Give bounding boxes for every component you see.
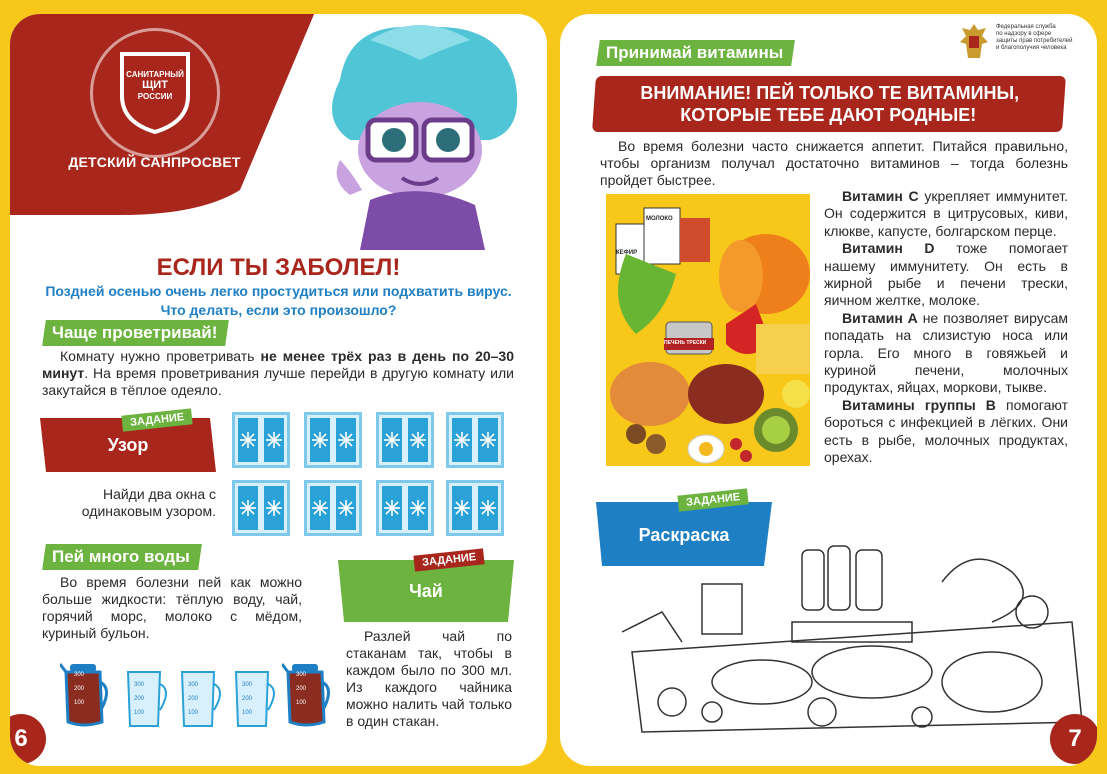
left-page: [10, 14, 547, 766]
window-pattern[interactable]: [446, 480, 504, 536]
task-coloring-tag: ЗАДАНИЕ: [677, 488, 749, 511]
svg-text:100: 100: [242, 710, 253, 716]
warning-line-2: КОТОРЫЕ ТЕБЕ ДАЮТ РОДНЫЕ!: [680, 105, 977, 125]
svg-text:200: 200: [134, 696, 145, 702]
svg-text:200: 200: [188, 696, 199, 702]
window-pattern[interactable]: [376, 412, 434, 468]
svg-text:300: 300: [188, 682, 199, 688]
window-pattern[interactable]: [304, 412, 362, 468]
window-pattern[interactable]: [232, 480, 290, 536]
svg-text:200: 200: [296, 686, 307, 692]
svg-text:100: 100: [134, 710, 145, 716]
page-number-left: 6: [10, 714, 46, 764]
glass-icon[interactable]: [178, 668, 226, 735]
vitamin-paragraph: Витамин D тоже помогает нашему иммунитету. Он есть в жирной рыбе и печени трески, яичном желтке, молоке.: [824, 240, 1068, 309]
svg-text:100: 100: [188, 710, 199, 716]
section-label: ДЕТСКИЙ САНПРОСВЕТ: [68, 154, 241, 170]
window-pattern[interactable]: [376, 480, 434, 536]
vitamins-list: [824, 188, 1068, 467]
task-tea-instruction: Разлей чай по стаканам так, чтобы в каждом было по 300 мл. Из каждого чайника можно налить чай только в один стакан.: [346, 628, 512, 729]
teapot-icon: [282, 658, 334, 733]
task-tea-label: Чай: [409, 580, 443, 601]
teapot-icon: [60, 658, 112, 733]
svg-text:300: 300: [134, 682, 145, 688]
page-subtitle: Поздней осенью очень легко простудиться или подхватить вирус. Что делать, если это произошло?: [45, 283, 512, 318]
ministry-emblem-icon: [958, 22, 990, 62]
vitamin-paragraph: Витамин С укрепляет иммунитет. Он содержится в цитрусовых, киви, клюкве, капусте, болгарском перце.: [824, 188, 1068, 239]
vitamin-paragraph: Витамин А не позволяет вирусам попадать на слизистую носа или горла. Его много в говяжьей и куриной печени, молочных продуктах, яйцах, моркови, тыкве.: [824, 309, 1069, 396]
warning-banner: [592, 76, 1066, 132]
cod-liver-can-label: ПЕЧЕНЬ ТРЕСКИ: [664, 340, 707, 346]
page-number-right: 7: [1050, 714, 1097, 764]
glass-icon[interactable]: [124, 668, 172, 735]
svg-text:300: 300: [242, 682, 253, 688]
ventilate-text: Комнату нужно проветривать не менее трёх раз в день по 20–30 минут. На время проветривания лучше перейди в другую комнату или закутайся в тёплое одеяло.: [42, 348, 515, 398]
right-page: [560, 14, 1097, 766]
task-pattern-tag: ЗАДАНИЕ: [121, 408, 193, 431]
task-pattern-label: Узор: [107, 434, 149, 455]
warning-line-1: ВНИМАНИЕ! ПЕЙ ТОЛЬКО ТЕ ВИТАМИНЫ,: [640, 83, 1020, 103]
page-title: ЕСЛИ ТЫ ЗАБОЛЕЛ!: [156, 254, 401, 281]
character-illustration: [310, 20, 530, 250]
vitamin-paragraph: Витамины группы В помогают бороться с инфекцией в лёгких. Они есть в рыбе, молочных продуктах, орехах.: [824, 396, 1068, 466]
svg-text:300: 300: [296, 672, 307, 678]
vitamins-heading: Принимай витамины: [596, 40, 795, 66]
food-drawing: [606, 194, 810, 466]
svg-text:100: 100: [74, 700, 85, 706]
ventilate-heading: Чаще проветривай!: [42, 320, 229, 346]
ministry-name: Федеральная служба по надзору в сфере защиты прав потребителей и благополучия человека: [996, 24, 1073, 51]
glass-icon[interactable]: [232, 668, 280, 735]
food-illustration: [606, 194, 810, 466]
milk-label: МОЛОКО: [646, 216, 673, 222]
emblem-text: САНИТАРНЫЙ ЩИТ РОССИИ: [126, 70, 184, 101]
intro-text: Во время болезни часто снижается аппетит. Питайся правильно, чтобы организм получал достаточно витаминов – тогда болезнь пройдет быстрее.: [600, 138, 1068, 188]
window-pattern[interactable]: [446, 412, 504, 468]
window-pattern[interactable]: [232, 412, 290, 468]
kefir-label: КЕФИР: [616, 250, 638, 256]
svg-text:300: 300: [74, 672, 85, 678]
task-pattern-instruction: Найди два окна с одинаковым узором.: [81, 486, 216, 519]
task-coloring-label: Раскраска: [638, 524, 730, 545]
window-pattern[interactable]: [304, 480, 362, 536]
task-tea-tag: ЗАДАНИЕ: [413, 548, 485, 571]
svg-text:200: 200: [242, 696, 253, 702]
drink-heading: Пей много воды: [42, 544, 201, 570]
svg-text:200: 200: [74, 686, 85, 692]
svg-text:100: 100: [296, 700, 307, 706]
drink-text: Во время болезни пей как можно больше жидкости: тёплую воду, чай, горячий морс, молоко с мёдом, куриный бульон.: [42, 574, 302, 641]
coloring-picture: [612, 542, 1082, 742]
